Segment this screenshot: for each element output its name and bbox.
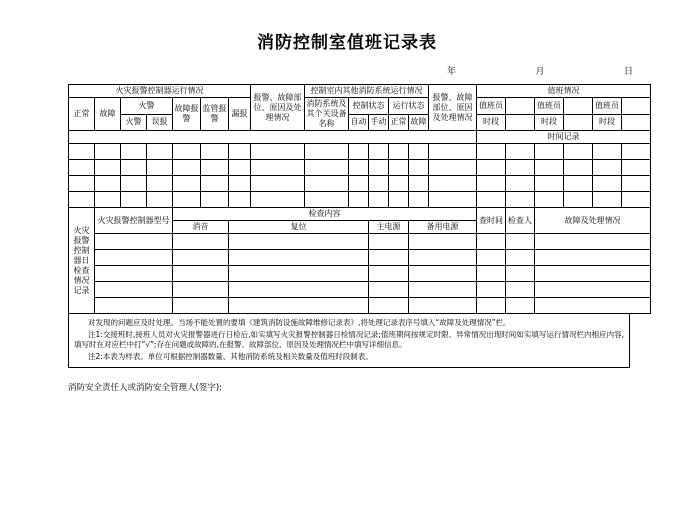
cell-panel-fault[interactable]: [95, 176, 121, 192]
cell-run-fault[interactable]: [409, 144, 429, 160]
header-panel-fault-alarm: 故障报警: [173, 98, 201, 131]
cell-duty-2b[interactable]: [564, 144, 593, 160]
cell-duty-1b[interactable]: [506, 160, 535, 176]
cell-checker[interactable]: [506, 250, 535, 266]
cell-panel-false-alarm[interactable]: [147, 160, 173, 176]
header-panel-fire-alarm: 火警: [121, 114, 147, 131]
header-duty-section: 值班情况: [477, 85, 651, 98]
cell-panel-fault[interactable]: [95, 192, 121, 208]
header-panel-false-alarm: 误报: [147, 114, 173, 131]
table-row-sub-headers: [69, 98, 651, 115]
header-control-manual: 手动: [369, 114, 389, 131]
table-row-sub-headers-2: [69, 114, 651, 131]
cell-panel-alarm-detail[interactable]: [251, 160, 305, 176]
cell-fault-handling[interactable]: [535, 298, 651, 314]
signature-line: 消防安全责任人或消防安全管理人(签字):: [68, 383, 222, 393]
cell-panel-false-alarm[interactable]: [147, 192, 173, 208]
cell-system-alarm-detail[interactable]: [429, 160, 477, 176]
cell-panel-normal[interactable]: [69, 176, 95, 192]
cell-panel-supervise-alarm[interactable]: [201, 160, 229, 176]
period-3-value[interactable]: [622, 114, 651, 131]
page-root: [0, 32, 694, 508]
date-day-label: 日: [623, 67, 633, 77]
cell-panel-false-alarm[interactable]: [147, 144, 173, 160]
cell-panel-missed-alarm[interactable]: [229, 144, 251, 160]
cell-duty-1b[interactable]: [506, 192, 535, 208]
notes-block: [68, 314, 630, 368]
cell-check-time[interactable]: [477, 298, 506, 314]
cell-run-fault[interactable]: [409, 176, 429, 192]
cell-check-mute[interactable]: [173, 266, 229, 282]
header-check-time: 查时间: [477, 208, 506, 234]
cell-check-reset[interactable]: [229, 266, 369, 282]
header-duty-officer-2: 值班员: [535, 98, 564, 115]
cell-check-time[interactable]: [477, 250, 506, 266]
page-title: 消防控制室值班记录表: [257, 33, 437, 53]
cell-duty-2a[interactable]: [535, 160, 564, 176]
table-row: [69, 266, 651, 282]
header-period-1: 时段: [477, 114, 506, 131]
header-period-2: 时段: [535, 114, 564, 131]
date-line: [57, 64, 637, 80]
table-row: [69, 282, 651, 298]
note-line-1: 对发现的问题应及时处理。当场不能处置的要填《建筑消防设施故障维修记录表》,将处理记录表序号填入“故障及处理情况”栏。: [88, 318, 511, 327]
cell-duty-3a[interactable]: [593, 192, 622, 208]
cell-control-auto[interactable]: [349, 192, 369, 208]
cell-checker[interactable]: [506, 298, 535, 314]
header-system-name: 消防系统及其个关设备名称: [305, 98, 349, 131]
cell-system-name[interactable]: [305, 160, 349, 176]
cell-check-mute[interactable]: [173, 250, 229, 266]
cell-fault-handling[interactable]: [535, 282, 651, 298]
cell-duty-2b[interactable]: [564, 176, 593, 192]
cell-system-name[interactable]: [305, 144, 349, 160]
table-row: [69, 250, 651, 266]
cell-duty-3a[interactable]: [593, 176, 622, 192]
header-control-state-group: 控制状态: [349, 98, 389, 115]
cell-duty-1b[interactable]: [506, 144, 535, 160]
cell-system-name[interactable]: [305, 192, 349, 208]
header-panel-missed-alarm: 漏报: [229, 98, 251, 131]
table-row: [69, 144, 651, 160]
cell-check-main-power[interactable]: [369, 282, 409, 298]
note-line-2: 注1:交接班时,接班人员对火灾报警器进行日检后,如实填写火灾报警控制器日检情况记录;值班期间按规定时限、异常情况出现时间如实填写运行情况栏内相应内容,填写时在对应栏中打“√”;存在问题或故障的,在报警、故障部位、原因及处理情况栏中填写详细信息。: [74, 329, 624, 349]
cell-check-time[interactable]: [477, 282, 506, 298]
cell-panel-missed-alarm[interactable]: [229, 192, 251, 208]
period-1-value[interactable]: [506, 114, 535, 131]
cell-panel-fire-alarm[interactable]: [121, 160, 147, 176]
cell-panel-model[interactable]: [95, 298, 173, 314]
cell-duty-2b[interactable]: [564, 160, 593, 176]
cell-check-backup-power[interactable]: [409, 282, 477, 298]
period-2-value[interactable]: [564, 114, 593, 131]
cell-check-reset[interactable]: [229, 250, 369, 266]
cell-duty-1a[interactable]: [477, 160, 506, 176]
table-row-time-record: [69, 131, 651, 144]
cell-check-time[interactable]: [477, 266, 506, 282]
header-check-main-power: 主电源: [369, 221, 409, 234]
cell-panel-alarm-detail[interactable]: [251, 176, 305, 192]
header-run-fault: 故障: [409, 114, 429, 131]
date-fields: [447, 64, 637, 77]
header-duty-officer-3: 值班员: [593, 98, 622, 115]
cell-duty-3b[interactable]: [622, 176, 651, 192]
cell-check-reset[interactable]: [229, 298, 369, 314]
cell-check-backup-power[interactable]: [409, 250, 477, 266]
cell-panel-model[interactable]: [95, 250, 173, 266]
cell-control-auto[interactable]: [349, 176, 369, 192]
cell-panel-false-alarm[interactable]: [147, 176, 173, 192]
cell-duty-3a[interactable]: [593, 144, 622, 160]
cell-panel-fire-alarm[interactable]: [121, 176, 147, 192]
cell-check-backup-power[interactable]: [409, 298, 477, 314]
cell-control-auto[interactable]: [349, 144, 369, 160]
cell-control-manual[interactable]: [369, 192, 389, 208]
cell-check-main-power[interactable]: [369, 266, 409, 282]
header-panel-fire-alarm-group: 火警: [121, 98, 173, 115]
cell-panel-model[interactable]: [95, 266, 173, 282]
cell-duty-3a[interactable]: [593, 160, 622, 176]
date-year-label: 年: [447, 67, 457, 77]
header-duty-officer-1: 值班员: [477, 98, 506, 115]
cell-check-main-power[interactable]: [369, 250, 409, 266]
cell-duty-2b[interactable]: [564, 192, 593, 208]
duty-officer-1-value[interactable]: [506, 98, 535, 115]
cell-duty-3b[interactable]: [622, 160, 651, 176]
cell-control-manual[interactable]: [369, 176, 389, 192]
cell-run-normal[interactable]: [389, 144, 409, 160]
cell-panel-normal[interactable]: [69, 144, 95, 160]
cell-check-backup-power[interactable]: [409, 266, 477, 282]
cell-fault-handling[interactable]: [535, 266, 651, 282]
cell-fault-handling[interactable]: [535, 250, 651, 266]
cell-checker[interactable]: [506, 282, 535, 298]
header-check-reset: 复位: [229, 221, 369, 234]
cell-run-normal[interactable]: [389, 176, 409, 192]
header-control-auto: 自动: [349, 114, 369, 131]
cell-panel-fault[interactable]: [95, 144, 121, 160]
cell-duty-2a[interactable]: [535, 144, 564, 160]
note-line-3: 注2:本表为样表。单位可根据控制器数量、其他消防系统及相关数量及值班时段制表。: [88, 351, 373, 361]
duty-officer-3-value[interactable]: [622, 98, 651, 115]
cell-checker[interactable]: [506, 234, 535, 250]
table-row: [69, 298, 651, 314]
cell-duty-2a[interactable]: [535, 176, 564, 192]
cell-panel-model[interactable]: [95, 234, 173, 250]
cell-panel-missed-alarm[interactable]: [229, 160, 251, 176]
cell-run-fault[interactable]: [409, 192, 429, 208]
cell-panel-fire-alarm[interactable]: [121, 144, 147, 160]
cell-check-main-power[interactable]: [369, 298, 409, 314]
cell-control-auto[interactable]: [349, 160, 369, 176]
header-fire-panel-alarm-detail: 报警、故障部位、原因及处理情况: [251, 85, 305, 131]
blank-span-left: [69, 131, 477, 144]
cell-check-reset[interactable]: [229, 234, 369, 250]
cell-panel-fault[interactable]: [95, 160, 121, 176]
cell-run-fault[interactable]: [409, 160, 429, 176]
cell-duty-1b[interactable]: [506, 176, 535, 192]
cell-check-mute[interactable]: [173, 298, 229, 314]
header-fault-handling: 故障及处理情况: [535, 208, 651, 234]
cell-panel-supervise-alarm[interactable]: [201, 144, 229, 160]
header-panel-supervise-alarm: 监管报警: [201, 98, 229, 131]
table-row: [69, 176, 651, 192]
cell-control-manual[interactable]: [369, 144, 389, 160]
header-time-record: 时间记录: [477, 131, 651, 144]
header-run-normal: 正常: [389, 114, 409, 131]
cell-duty-3b[interactable]: [622, 192, 651, 208]
cell-panel-model[interactable]: [95, 282, 173, 298]
duty-record-table: [68, 84, 651, 314]
duty-officer-2-value[interactable]: [564, 98, 593, 115]
cell-panel-missed-alarm[interactable]: [229, 176, 251, 192]
cell-check-reset[interactable]: [229, 282, 369, 298]
header-run-state-group: 运行状态: [389, 98, 429, 115]
cell-panel-fault-alarm[interactable]: [173, 192, 201, 208]
cell-panel-supervise-alarm[interactable]: [201, 192, 229, 208]
cell-system-alarm-detail[interactable]: [429, 144, 477, 160]
cell-check-main-power[interactable]: [369, 234, 409, 250]
cell-system-alarm-detail[interactable]: [429, 176, 477, 192]
header-fire-panel-section: 火灾报警控制器运行情况: [69, 85, 251, 98]
cell-panel-normal[interactable]: [69, 192, 95, 208]
table-row: [69, 234, 651, 250]
header-panel-fault: 故障: [95, 98, 121, 131]
cell-control-manual[interactable]: [369, 160, 389, 176]
table-row: [69, 192, 651, 208]
cell-panel-normal[interactable]: [69, 160, 95, 176]
cell-run-normal[interactable]: [389, 160, 409, 176]
header-period-3: 时段: [593, 114, 622, 131]
cell-duty-1a[interactable]: [477, 176, 506, 192]
cell-panel-fault-alarm[interactable]: [173, 144, 201, 160]
header-other-systems-alarm-detail: 报警、故障部位、原因及处理情况: [429, 85, 477, 131]
cell-panel-fault-alarm[interactable]: [173, 176, 201, 192]
header-panel-normal: 正常: [69, 98, 95, 131]
header-checker: 检查人: [506, 208, 535, 234]
label-daily-check-section: [69, 208, 95, 314]
cell-system-name[interactable]: [305, 176, 349, 192]
table-row-top-headers: [69, 85, 651, 98]
cell-check-mute[interactable]: [173, 282, 229, 298]
header-other-systems-section: 控制室内其他消防系统运行情况: [305, 85, 429, 98]
label-daily-check-text: 火灾报警控制器日检查情况记录: [73, 225, 90, 295]
cell-panel-supervise-alarm[interactable]: [201, 176, 229, 192]
cell-duty-1a[interactable]: [477, 192, 506, 208]
cell-check-time[interactable]: [477, 234, 506, 250]
header-check-backup-power: 备用电源: [409, 221, 477, 234]
cell-panel-fire-alarm[interactable]: [121, 192, 147, 208]
cell-duty-1a[interactable]: [477, 144, 506, 160]
header-panel-model: 火灾报警控制器型号: [95, 208, 173, 234]
cell-check-backup-power[interactable]: [409, 234, 477, 250]
cell-panel-fault-alarm[interactable]: [173, 160, 201, 176]
table-row-daily-check-header: [69, 208, 651, 221]
cell-run-normal[interactable]: [389, 192, 409, 208]
cell-panel-alarm-detail[interactable]: [251, 144, 305, 160]
table-row: [69, 160, 651, 176]
header-check-mute: 消音: [173, 221, 229, 234]
cell-checker[interactable]: [506, 266, 535, 282]
cell-fault-handling[interactable]: [535, 234, 651, 250]
header-check-content-group: 检查内容: [173, 208, 477, 221]
cell-duty-2a[interactable]: [535, 192, 564, 208]
cell-panel-alarm-detail[interactable]: [251, 192, 305, 208]
cell-duty-3b[interactable]: [622, 144, 651, 160]
cell-check-mute[interactable]: [173, 234, 229, 250]
cell-system-alarm-detail[interactable]: [429, 192, 477, 208]
date-month-label: 月: [535, 67, 545, 77]
